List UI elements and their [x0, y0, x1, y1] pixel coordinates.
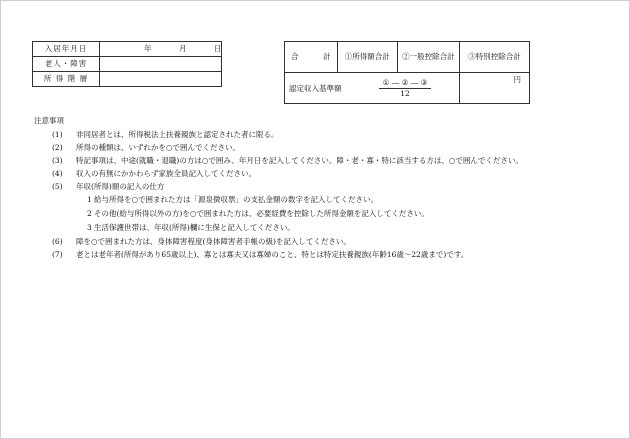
note-number: (7) — [52, 250, 63, 259]
note-text: 非同居者とは、所得税法上扶養親族と認定された者に限る。 — [76, 130, 279, 139]
note-text: 障を○で囲まれた方は、身体障害程度(身体障害者手帳の級)を記入してください。 — [76, 237, 351, 246]
income-summary-table — [284, 41, 530, 104]
sub-note-item — [34, 209, 604, 219]
income-bracket-field[interactable] — [100, 72, 222, 87]
sub-note-number: 1 — [87, 195, 92, 204]
note-item — [34, 143, 604, 153]
formula-numerator: ① ― ② ― ③ — [379, 79, 431, 89]
formula-denominator: 12 — [400, 88, 410, 98]
note-text: 年収(所得)額の記入の仕方 — [76, 182, 165, 191]
note-number: (6) — [52, 237, 63, 246]
note-number: (5) — [52, 182, 63, 191]
elderly-disability-field[interactable] — [100, 57, 222, 72]
note-number: (4) — [52, 169, 63, 178]
month-label: 月 — [179, 44, 187, 53]
note-item — [34, 237, 604, 247]
sub-note-number: 3 — [87, 223, 92, 232]
income-bracket-label: 所 得 階 層 — [33, 72, 100, 87]
note-number: (3) — [52, 156, 63, 165]
note-item — [34, 169, 604, 179]
notes-section — [34, 115, 604, 263]
total-label-cell — [285, 42, 338, 73]
day-label: 日 — [214, 44, 222, 53]
note-item — [34, 130, 604, 140]
note-text: 所得の種類は、いずれかを○で囲んでください。 — [76, 143, 241, 152]
certified-amount-field[interactable] — [459, 73, 529, 104]
note-item — [34, 182, 604, 192]
note-number: (2) — [52, 143, 63, 152]
elderly-disability-label: 老人・障害 — [33, 57, 100, 72]
table-row — [285, 42, 530, 73]
notes-title: 注意事項 — [34, 116, 64, 125]
note-number: (1) — [52, 130, 63, 139]
note-item — [34, 156, 604, 166]
sub-note-item — [34, 195, 604, 205]
table-row — [33, 42, 222, 57]
sub-note-text: 生活保護世帯は、年収(所得)欄に生保と記入してください。 — [94, 223, 295, 232]
table-row — [285, 73, 530, 104]
table-row — [33, 72, 222, 87]
sub-note-text: 給与所得を○で囲まれた方は「源泉徴収票」の支払金額の数字を記入してください。 — [94, 195, 379, 204]
yen-unit: 円 — [513, 75, 521, 84]
household-info-table — [32, 41, 222, 87]
total-label-b: 計 — [323, 52, 331, 62]
note-text: 収入の有無にかかわらず家族全員記入してください。 — [76, 169, 256, 178]
move-in-date-field[interactable] — [100, 42, 222, 57]
special-deduction-header: ③特別控除合計 — [459, 42, 529, 73]
sub-note-number: 2 — [87, 209, 92, 218]
move-in-date-label: 入居年月日 — [33, 42, 100, 57]
note-text: 老とは老年者(所得があり65歳以上)、寡とは寡夫又は寡婦のこと、特とは特定扶養親族(年齢16歳～22歳まで)です。 — [76, 250, 469, 259]
general-deduction-header: ②一般控除合計 — [397, 42, 459, 73]
sub-note-item — [34, 223, 604, 233]
note-item — [34, 250, 604, 260]
income-formula — [379, 79, 431, 97]
year-label: 年 — [144, 44, 152, 53]
total-label-a: 合 — [291, 52, 299, 62]
table-row — [33, 57, 222, 72]
sub-note-text: その他(給与所得以外の方)を○で囲まれた方は、必要経費を控除した所得金額を記入してください。 — [94, 209, 429, 218]
income-total-header: ①所得額合計 — [337, 42, 397, 73]
certified-income-standard-label: 認定収入基準額 — [289, 84, 342, 93]
certified-income-standard-cell — [285, 73, 460, 104]
note-text: 特記事項は、中途(就職・退職)の方は○で囲み、年月日を記入してください。障・老・寡・特に該当する方は、○で囲んでください。 — [76, 156, 523, 165]
